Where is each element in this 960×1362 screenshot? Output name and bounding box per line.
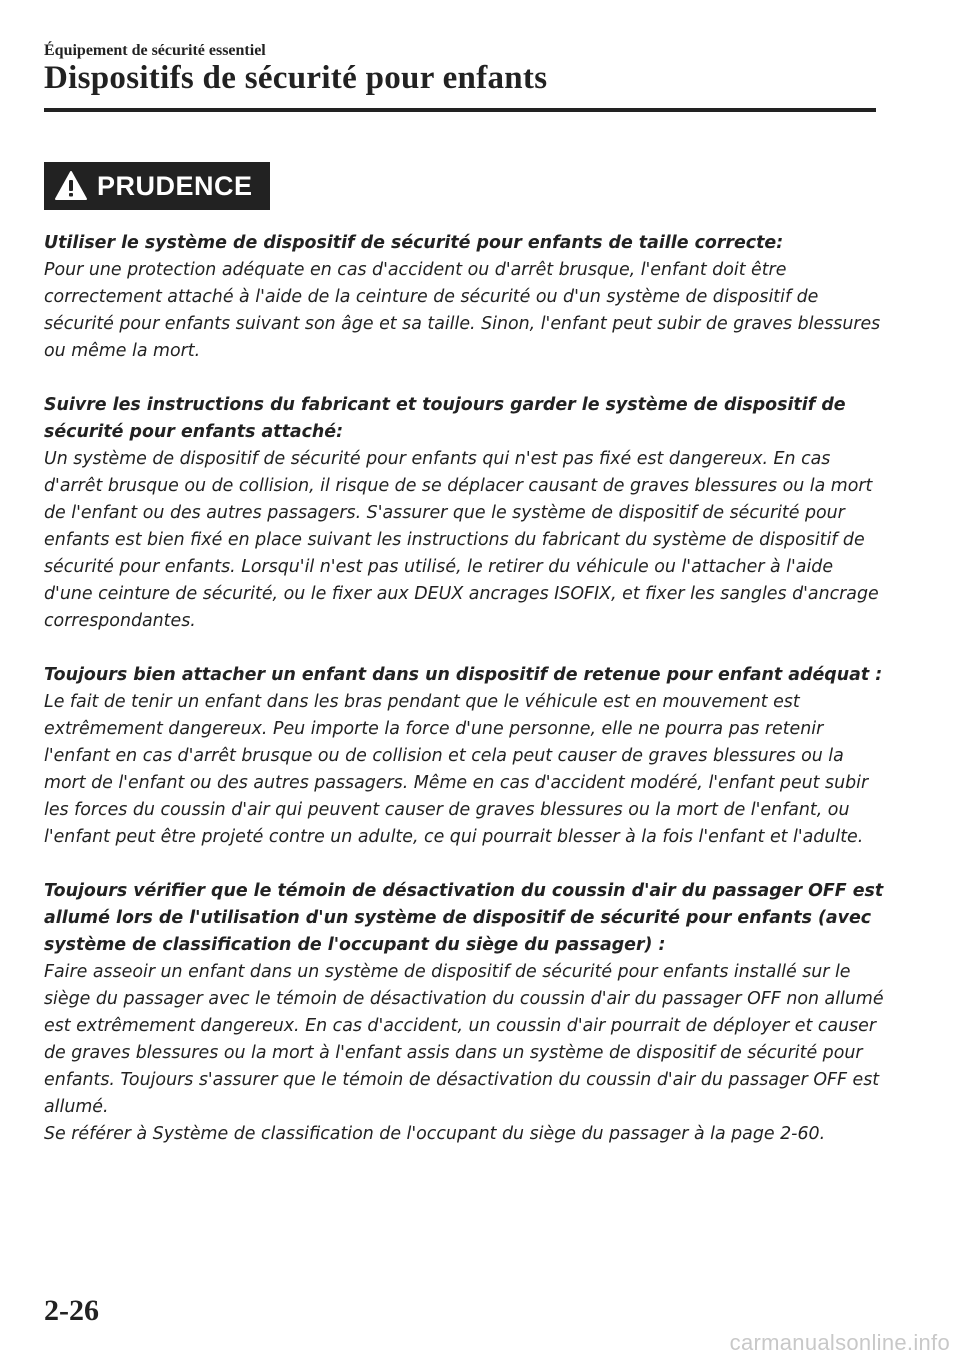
page-title: Dispositifs de sécurité pour enfants (44, 60, 548, 96)
watermark: carmanualsonline.info (729, 1330, 950, 1355)
warning-body: Un système de dispositif de sécurité pour enfants qui n'est pas fixé est dangereux. En cas d'arrêt brusque ou de collision, il risque de se déplacer causant de graves blessures ou la mort de l'enfant ou des autres passagers. S'assurer que le système de dispositif de sécurité pour enfants est bien fixé en place suivant les instructions du fabricant du système de dispositif de sécurité pour enfants. Lorsqu'il n'est pas utilisé, le retirer du véhicule ou l'attacher à l'aide d'une ceinture de sécurité, ou le fixer aux DEUX ancrages ISOFIX, et fixer les sangles d'ancrage correspondantes. (44, 449, 879, 631)
warning-body: Pour une protection adéquate en cas d'accident ou d'arrêt brusque, l'enfant doit être correctement attaché à l'aide de la ceinture de sécurité ou d'un système de dispositif de sécurité pour enfants suivant son âge et sa taille. Sinon, l'enfant peut subir de graves blessures ou même la mort. (44, 260, 881, 361)
warning-heading: Utiliser le système de dispositif de sécurité pour enfants de taille correcte: (44, 233, 784, 253)
warning-heading: Suivre les instructions du fabricant et toujours garder le système de dispositif de sécurité pour enfants attaché: (44, 395, 846, 442)
warning-triangle-icon (54, 170, 88, 202)
warning-body: Le fait de tenir un enfant dans les bras pendant que le véhicule est en mouvement est extrêmement dangereux. Peu importe la force d'une personne, elle ne pourra pas retenir l'enfant en cas d'arrêt brusque ou de collision et cela peut causer de graves blessures ou la mort de l'enfant ou des autres passagers. Même en cas d'accident modéré, l'enfant peut subir les forces du coussin d'air qui peuvent causer de graves blessures ou la mort de l'enfant, ou l'enfant peut être projeté contre un adulte, ce qui pourrait blesser à la fois l'enfant et l'adulte. (44, 692, 869, 847)
warning-heading: Toujours bien attacher un enfant dans un dispositif de retenue pour enfant adéquat : (44, 665, 883, 685)
warning-list (44, 230, 884, 1175)
warning-item (44, 392, 884, 635)
warning-item (44, 230, 884, 365)
title-divider (44, 108, 876, 112)
warning-item (44, 878, 884, 1148)
caution-label: PRUDENCE (97, 170, 253, 201)
warning-body: Faire asseoir un enfant dans un système de dispositif de sécurité pour enfants installé sur le siège du passager avec le témoin de désactivation du coussin d'air du passager OFF non allumé est extrêmement dangereux. En cas d'accident, un coussin d'air pourrait de déployer et causer de graves blessures ou la mort à l'enfant assis dans un système de dispositif de sécurité pour enfants. Toujours s'assurer que le témoin de désactivation du coussin d'air du passager OFF est allumé. (44, 962, 884, 1117)
section-label: Équipement de sécurité essentiel (44, 42, 266, 59)
page-number: 2-26 (44, 1294, 99, 1327)
page-reference: Se référer à Système de classification de l'occupant du siège du passager à la page 2-60. (44, 1124, 826, 1144)
warning-heading: Toujours vérifier que le témoin de désactivation du coussin d'air du passager OFF est allumé lors de l'utilisation d'un système de dispositif de sécurité pour enfants (avec système de classification de l'occupant du siège du passager) : (44, 881, 884, 955)
caution-badge (44, 162, 270, 210)
warning-item (44, 662, 884, 851)
